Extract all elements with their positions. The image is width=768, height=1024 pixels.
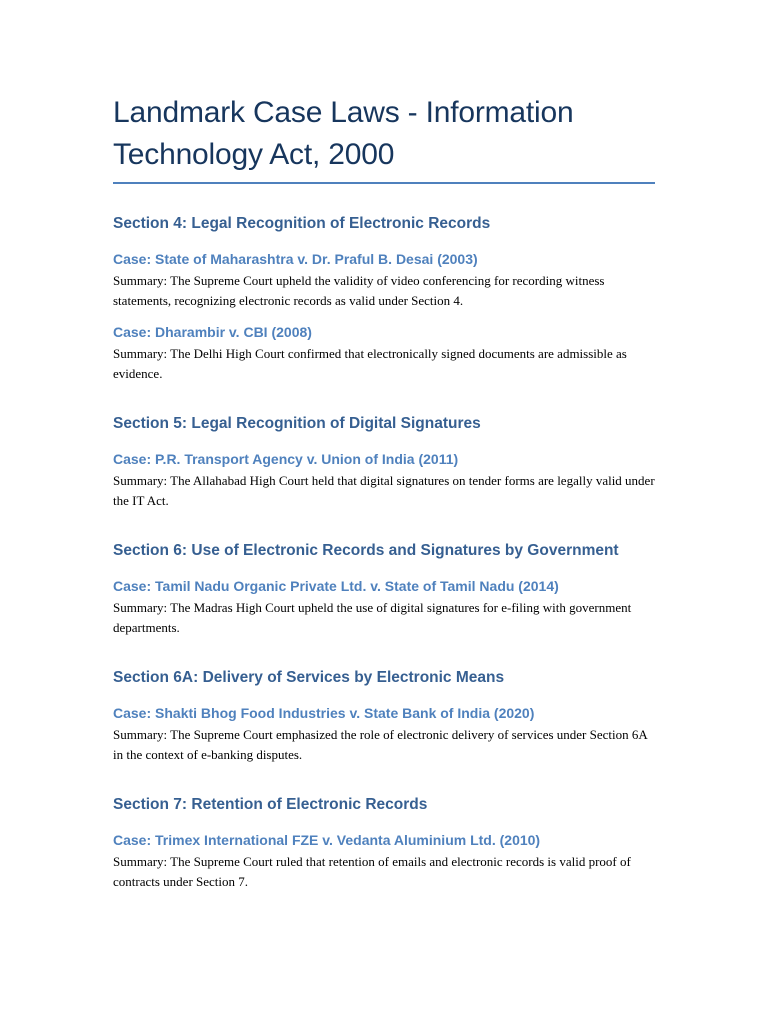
case-entry [113, 450, 656, 511]
case-summary: Summary: The Madras High Court upheld the use of digital signatures for e-filing with government departments. [113, 600, 632, 635]
case-entry [113, 250, 656, 311]
case-summary: Summary: The Supreme Court upheld the validity of video conferencing for recording witness statements, recognizing electronic records as valid under Section 4. [113, 273, 605, 308]
case-summary: Summary: The Delhi High Court confirmed that electronically signed documents are admissible as evidence. [113, 346, 627, 381]
section-heading: Section 7: Retention of Electronic Records [113, 796, 428, 813]
case-summary: Summary: The Allahabad High Court held that digital signatures on tender forms are legally valid under the IT Act. [113, 473, 655, 508]
section-4 [113, 214, 656, 384]
case-entry [113, 577, 656, 638]
case-title: Case: Shakti Bhog Food Industries v. State Bank of India (2020) [113, 705, 535, 721]
case-title: Case: Tamil Nadu Organic Private Ltd. v. State of Tamil Nadu (2014) [113, 578, 559, 594]
case-entry [113, 704, 656, 765]
case-entry [113, 831, 656, 892]
section-heading: Section 5: Legal Recognition of Digital Signatures [113, 415, 481, 432]
section-6 [113, 541, 656, 638]
section-heading: Section 6: Use of Electronic Records and Signatures by Government [113, 542, 619, 559]
title-underline-divider [113, 182, 655, 184]
case-title: Case: P.R. Transport Agency v. Union of India (2011) [113, 451, 459, 467]
document-title-line-2: Technology Act, 2000 [113, 138, 395, 171]
section-heading: Section 4: Legal Recognition of Electronic Records [113, 215, 491, 232]
section-heading: Section 6A: Delivery of Services by Electronic Means [113, 669, 505, 686]
case-summary: Summary: The Supreme Court ruled that retention of emails and electronic records is valid proof of contracts under Section 7. [113, 854, 631, 889]
case-title: Case: State of Maharashtra v. Dr. Praful B. Desai (2003) [113, 251, 478, 267]
case-title: Case: Trimex International FZE v. Vedanta Aluminium Ltd. (2010) [113, 832, 541, 848]
document-page [113, 92, 656, 892]
case-summary: Summary: The Supreme Court emphasized the role of electronic delivery of services under Section 6A in the context of e-banking disputes. [113, 727, 648, 762]
case-title: Case: Dharambir v. CBI (2008) [113, 324, 312, 340]
document-title [113, 92, 656, 176]
case-entry [113, 323, 656, 384]
section-7 [113, 795, 656, 892]
section-5 [113, 414, 656, 511]
section-6a [113, 668, 656, 765]
document-title-line-1: Landmark Case Laws - Information [113, 96, 574, 129]
